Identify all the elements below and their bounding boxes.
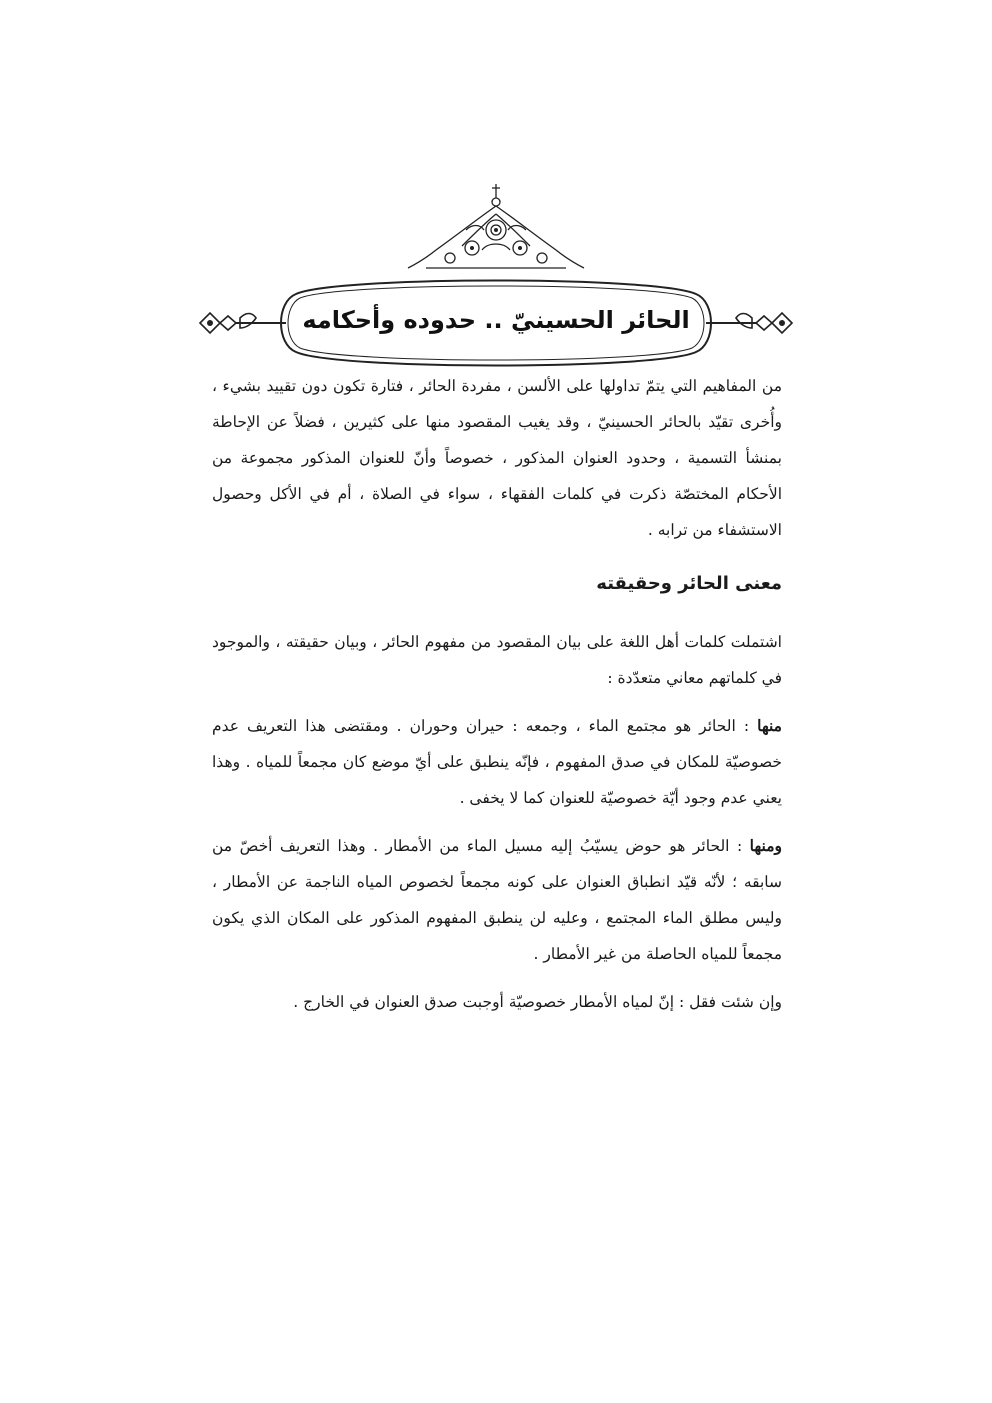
article-body bbox=[212, 368, 782, 1032]
paragraph-lead: منها bbox=[757, 716, 782, 735]
paragraph-lead: ومنها bbox=[749, 836, 782, 855]
section-paragraph-4: وإن شئت فقل : إنّ لمياه الأمطار خصوصيّة أوجبت صدق العنوان في الخارج . bbox=[293, 993, 782, 1011]
section-paragraph-3 bbox=[212, 828, 782, 972]
section-heading: معنى الحائر وحقيقته bbox=[596, 573, 782, 594]
paragraph-text: : الحائر هو حوض يسيّبُ إليه مسيل الماء من الأمطار . وهذا التعريف أخصّ من سابقه ؛ لأنّه قيّد انطباق العنوان على كونه مجمعاً لخصوص المياه الناجمة عن الأمطار ، وليس مطلق الماء المجتمع ، وعليه لن ينطبق المفهوم المذكور على المكان الذي يكون مجمعاً للمياه الحاصلة من غير الأمطار . bbox=[212, 837, 782, 963]
arabesque-ornament-icon bbox=[406, 180, 586, 272]
section-paragraph-2 bbox=[212, 708, 782, 816]
page-title: الحائر الحسينيّ .. حدوده وأحكامه bbox=[302, 306, 690, 334]
paragraph-text: : الحائر هو مجتمع الماء ، وجمعه : حيران وحوران . ومقتضى هذا التعريف عدم خصوصيّة للمكان في صدق المفهوم ، فإنّه ينطبق على أيّ موضع كان مجمعاً للمياه . وهذا يعني عدم وجود أيّة خصوصيّة للعنوان كما لا يخفى . bbox=[212, 717, 782, 807]
intro-paragraph: من المفاهيم التي يتمّ تداولها على الألسن ، مفردة الحائر ، فتارة تكون دون تقييد بشيء ، وأُخرى تقيّد بالحائر الحسينيّ ، وقد يغيب المقصود منها على كثيرين ، فضلاً عن الإحاطة بمنشأ التسمية ، وحدود العنوان المذكور ، خصوصاً وأنّ للعنوان المذكور مجموعة من الأحكام المختصّة ذكرت في كلمات الفقهاء ، سواء في الصلاة ، أم في الأكل وحصول الاستشفاء من ترابه . bbox=[212, 377, 782, 539]
section-paragraph-1: اشتملت كلمات أهل اللغة على بيان المقصود من مفهوم الحائر ، وبيان حقيقته ، والموجود في كلماتهم معاني متعدّدة : bbox=[212, 633, 782, 687]
